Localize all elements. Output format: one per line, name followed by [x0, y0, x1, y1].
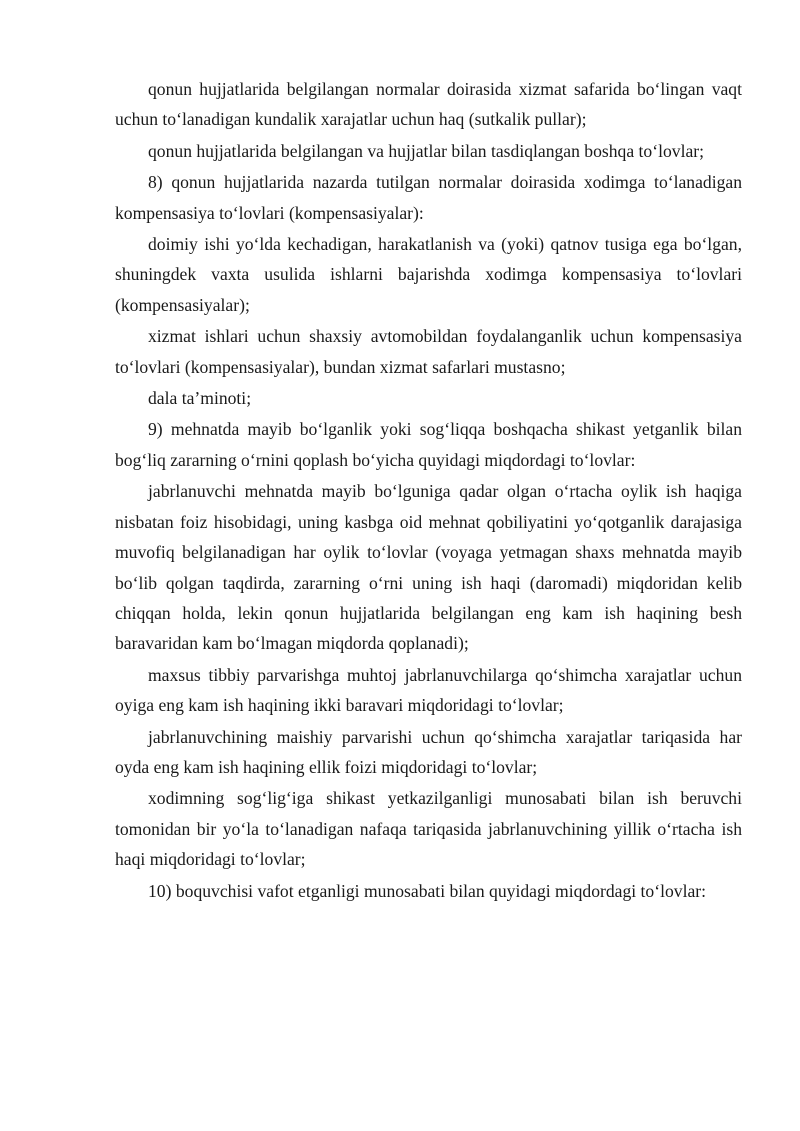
paragraph-item-9: 9) mehnatda mayib bo‘lganlik yoki sog‘liqqa boshqacha shikast yetganlik bilan bog‘liq zararning o‘rnini qoplash bo‘yicha quyidagi miqdordagi to‘lovlar:: [115, 419, 742, 470]
paragraph-personal-car-compensation: xizmat ishlari uchun shaxsiy avtomobildan foydalanganlik uchun kompensasiya to‘lovlari (kompensasiyalar), bundan xizmat safarlari mustasno;: [115, 326, 742, 377]
paragraph-road-work-compensation: doimiy ishi yo‘lda kechadigan, harakatlanish va (yoki) qatnov tusiga ega bo‘lgan, shuningdek vaxta usulida ishlarni bajarishda xodimga kompensasiya to‘lovlari (kompensasiyalar);: [115, 234, 742, 315]
paragraph-other-payments: qonun hujjatlarida belgilangan va hujjatlar bilan tasdiqlangan boshqa to‘lovlar;: [148, 140, 705, 161]
paragraph-lump-sum-benefit: xodimning sog‘lig‘iga shikast yetkazilganligi munosabati bilan ish beruvchi tomonidan bir yo‘la to‘lanadigan nafaqa tariqasida jabrlanuvchining yillik o‘rtacha ish haqi miqdoridagi to‘lovlar;: [115, 788, 742, 870]
paragraph-field-allowance: dala ta’minoti;: [148, 388, 252, 409]
paragraph-medical-care-payments: maxsus tibbiy parvarishga muhtoj jabrlanuvchilarga qo‘shimcha xarajatlar uchun oyiga eng kam ish haqining ikki baravari miqdoridagi to‘lovlar;: [115, 664, 742, 716]
paragraph-household-care-payments: jabrlanuvchining maishiy parvarishi uchun qo‘shimcha xarajatlar tariqasida har oyda eng kam ish haqining ellik foizi miqdoridagi to‘lovlar;: [115, 726, 742, 777]
paragraph-daily-allowance: qonun hujjatlarida belgilangan normalar doirasida xizmat safarida bo‘lingan vaqt uchun to‘lanadigan kundalik xarajatlar uchun haq (sutkalik pullar);: [115, 79, 742, 130]
paragraph-monthly-injury-payments: jabrlanuvchi mehnatda mayib bo‘lguniga qadar olgan o‘rtacha oylik ish haqiga nisbatan foiz hisobidagi, uning kasbga oid mehnat qobiliyatini yo‘qotganlik darajasiga muvofiq belgilanadigan har oylik to‘lovlar (voyaga yetmagan shaxs mehnatda mayib bo‘lib qolgan taqdirda, zararning o‘rni uning ish haqi (daromadi) miqdoridan kelib chiqqan holda, lekin qonun hujjatlarida belgilangan eng kam ish haqining besh baravaridan kam bo‘lmagan miqdorda qoplanadi);: [115, 481, 742, 654]
paragraph-item-10: 10) boquvchisi vafot etganligi munosabati bilan quyidagi miqdordagi to‘lovlar:: [148, 880, 707, 901]
paragraph-item-8: 8) qonun hujjatlarida nazarda tutilgan normalar doirasida xodimga to‘lanadigan kompensasiya to‘lovlari (kompensasiyalar):: [115, 172, 742, 223]
document-body: [115, 74, 742, 907]
